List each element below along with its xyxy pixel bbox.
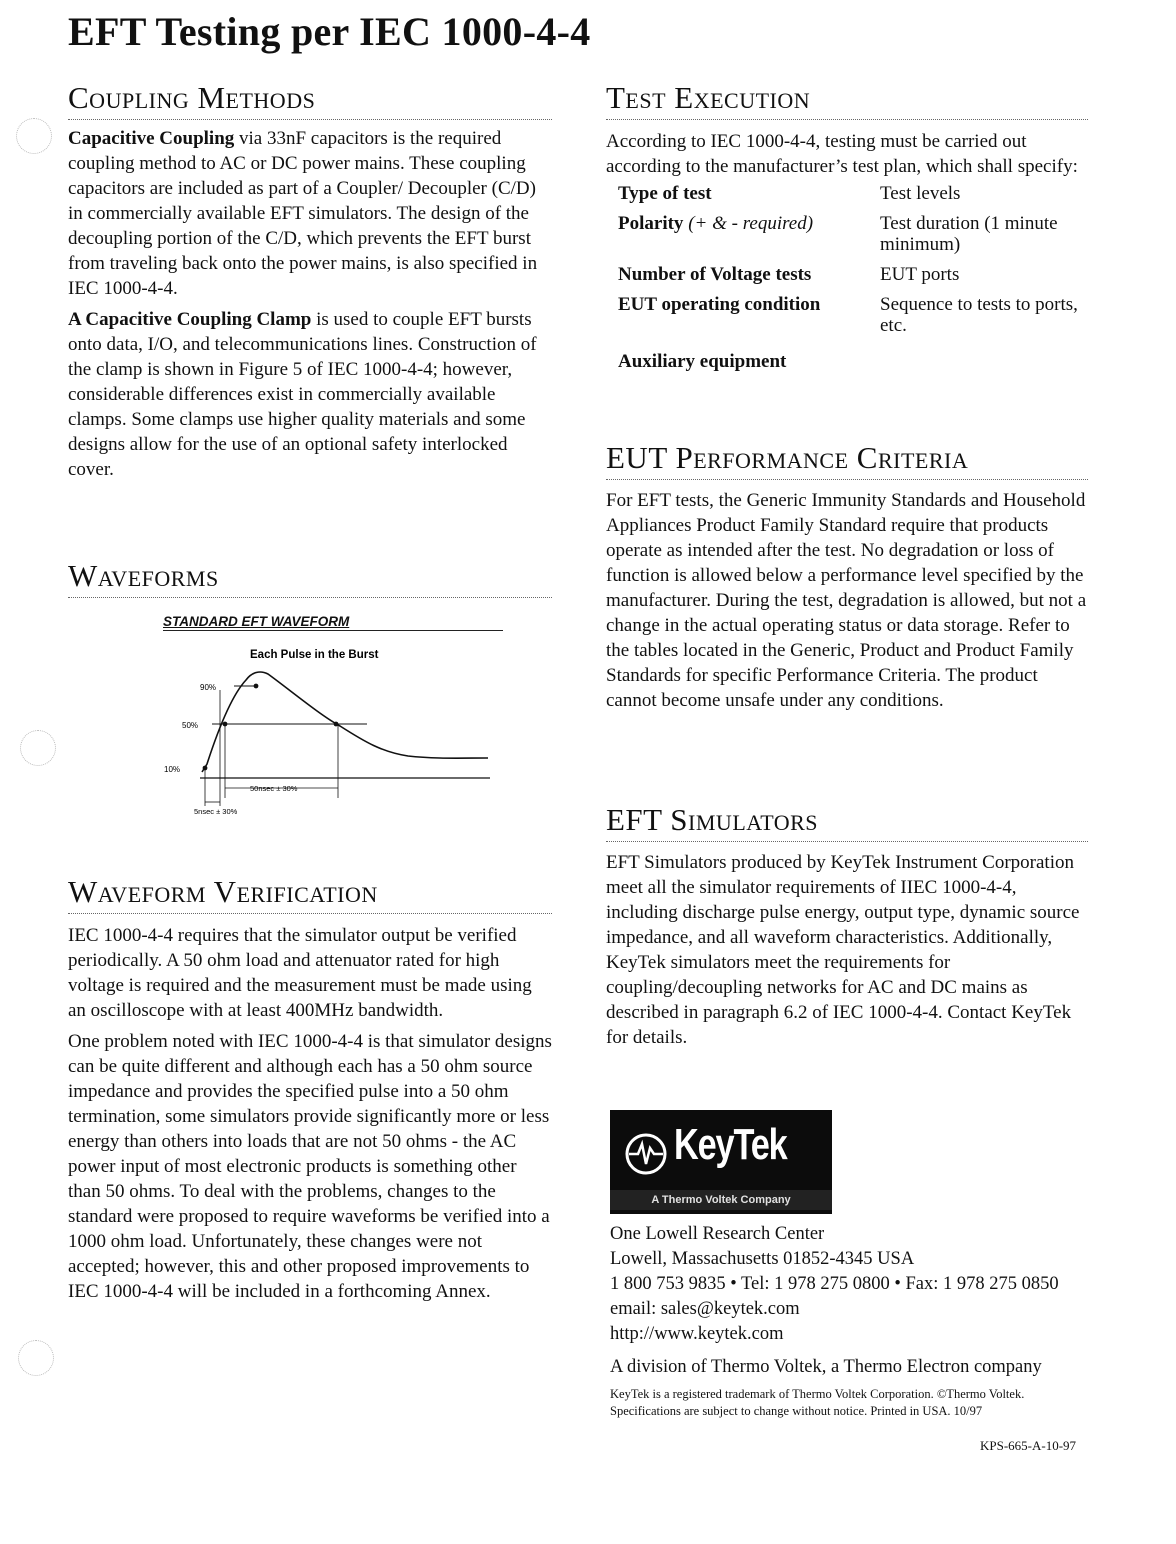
phone-line: 1 800 753 9835 • Tel: 1 978 275 0800 • Fax: 1 978 275 0850 bbox=[610, 1274, 1059, 1294]
waveforms-heading: Waveforms bbox=[68, 558, 552, 598]
label-10: 10% bbox=[164, 765, 181, 774]
test-plan-list bbox=[618, 183, 1088, 372]
keytek-emblem-icon bbox=[624, 1132, 668, 1176]
test-plan-item: EUT operating condition bbox=[618, 294, 821, 315]
performance-section bbox=[606, 440, 1088, 713]
test-plan-item: Test levels bbox=[880, 183, 961, 204]
verification-paragraph-2: One problem noted with IEC 1000-4-4 is that simulator designs can be quite different and although each has a 50 ohm source impedance and provides the specified pulse into a 50 ohm termination, some simulators provide significantly more or less energy than others into loads that are not 50 ohms - the AC power input of most electronic products is something other than 50 ohms. To deal with the problems, changes to the standard were proposed to require waveforms be verified into a 1000 ohm load. Unfortunately, these changes were not accepted; however, this and other proposed improvements to IEC 1000-4-4 will be included in a forthcoming Annex. bbox=[68, 1031, 552, 1302]
test-execution-heading: Test Execution bbox=[606, 80, 1088, 120]
test-execution-section bbox=[606, 80, 1088, 372]
punch-hole bbox=[20, 730, 56, 766]
test-plan-item: Type of test bbox=[618, 183, 712, 204]
label-90: 90% bbox=[200, 683, 217, 692]
waveforms-section bbox=[68, 558, 552, 598]
punch-hole bbox=[16, 118, 52, 154]
keytek-logo bbox=[610, 1110, 832, 1214]
performance-heading: EUT Performance Criteria bbox=[606, 440, 1088, 480]
point-90 bbox=[254, 684, 259, 689]
capacitive-coupling-term: Capacitive Coupling bbox=[68, 128, 235, 149]
page-title: EFT Testing per IEC 1000-4-4 bbox=[68, 9, 591, 54]
label-pulse-width: 50nsec ± 30% bbox=[250, 784, 298, 793]
waveform-pulse-curve bbox=[202, 672, 488, 772]
coupling-heading: Coupling Methods bbox=[68, 80, 552, 120]
test-execution-intro: According to IEC 1000-4-4, testing must be carried out according to the manufacturer’s test plan, which shall specify: bbox=[606, 131, 1078, 177]
verification-paragraph-1: IEC 1000-4-4 requires that the simulator output be verified periodically. A 50 ohm load and attenuator rated for high voltage is required and the measurement must be made using an oscilloscope with at least 400MHz bandwidth. bbox=[68, 925, 532, 1021]
test-plan-item: Test duration (1 minute minimum) bbox=[880, 213, 1058, 255]
punch-hole bbox=[18, 1340, 54, 1376]
logo-tagline: A Thermo Voltek Company bbox=[610, 1190, 832, 1210]
verification-section bbox=[68, 874, 552, 1304]
address-line: Lowell, Massachusetts 01852-4345 USA bbox=[610, 1249, 915, 1269]
test-plan-item: Polarity (+ & - required) bbox=[618, 213, 814, 234]
coupling-clamp-term: A Capacitive Coupling Clamp bbox=[68, 309, 312, 330]
waveform-figure-title: STANDARD EFT WAVEFORM bbox=[163, 614, 503, 631]
coupling-section bbox=[68, 80, 552, 482]
website-line: http://www.keytek.com bbox=[610, 1324, 784, 1344]
contact-block bbox=[610, 1222, 1100, 1420]
test-plan-item: Auxiliary equipment bbox=[618, 351, 787, 372]
eft-waveform-figure bbox=[160, 640, 500, 820]
simulators-section bbox=[606, 802, 1088, 1050]
document-number: KPS-665-A-10-97 bbox=[980, 1438, 1077, 1453]
fine-print: KeyTek is a registered trademark of Thermo Voltek Corporation. ©Thermo Voltek. Specifications are subject to change without notice. Printed in USA. 10/97 bbox=[610, 1387, 1025, 1418]
waveform-subtitle: Each Pulse in the Burst bbox=[250, 649, 379, 661]
coupling-paragraph-1: Capacitive Coupling via 33nF capacitors is the required coupling method to AC or DC power mains. These coupling capacitors are included as part of a Coupler/ Decoupler (C/D) in commercially available EFT simulators. The design of the decoupling portion of the C/D, which prevents the EFT burst from traveling back onto the power mains, is also specified in IEC 1000-4-4. bbox=[68, 128, 538, 299]
simulators-heading: EFT Simulators bbox=[606, 802, 1088, 842]
address-line: One Lowell Research Center bbox=[610, 1224, 825, 1244]
division-line: A division of Thermo Voltek, a Thermo Electron company bbox=[610, 1357, 1042, 1377]
label-rise-time: 5nsec ± 30% bbox=[194, 807, 238, 816]
label-50: 50% bbox=[182, 721, 199, 730]
test-plan-item: Sequence to tests to ports, etc. bbox=[880, 294, 1078, 336]
email-line: email: sales@keytek.com bbox=[610, 1299, 800, 1319]
test-plan-item: EUT ports bbox=[880, 264, 960, 285]
verification-heading: Waveform Verification bbox=[68, 874, 552, 914]
simulators-text: EFT Simulators produced by KeyTek Instrument Corporation meet all the simulator requirements of IIEC 1000-4-4, including discharge pulse energy, output type, dynamic source impedance, and all waveform characteristics. Additionally, KeyTek simulators meet the requirements for coupling/decoupling networks for AC and DC mains as described in paragraph 6.2 of IEC 1000-4-4. Contact KeyTek for details. bbox=[606, 852, 1080, 1048]
logo-name: KeyTek bbox=[674, 1120, 787, 1169]
coupling-paragraph-2: A Capacitive Coupling Clamp is used to couple EFT bursts onto data, I/O, and telecommunications lines. Construction of the clamp is shown in Figure 5 of IEC 1000-4-4; however, considerable differences exist in commercially available clamps. Some clamps use higher quality materials and some designs allow for the use of an optional safety interlocked cover. bbox=[68, 309, 537, 480]
test-plan-item: Number of Voltage tests bbox=[618, 264, 812, 285]
performance-text: For EFT tests, the Generic Immunity Standards and Household Appliances Product Family Standard require that products operate as intended after the test. No degradation or loss of function is allowed below a performance level specified by the manufacturer. During the test, degradation is allowed, but not a change in the actual operating status or data storage. Refer to the tables located in the Generic, Product and Product Family Standards for specific Performance Criteria. The product cannot become unsafe under any conditions. bbox=[606, 490, 1087, 711]
